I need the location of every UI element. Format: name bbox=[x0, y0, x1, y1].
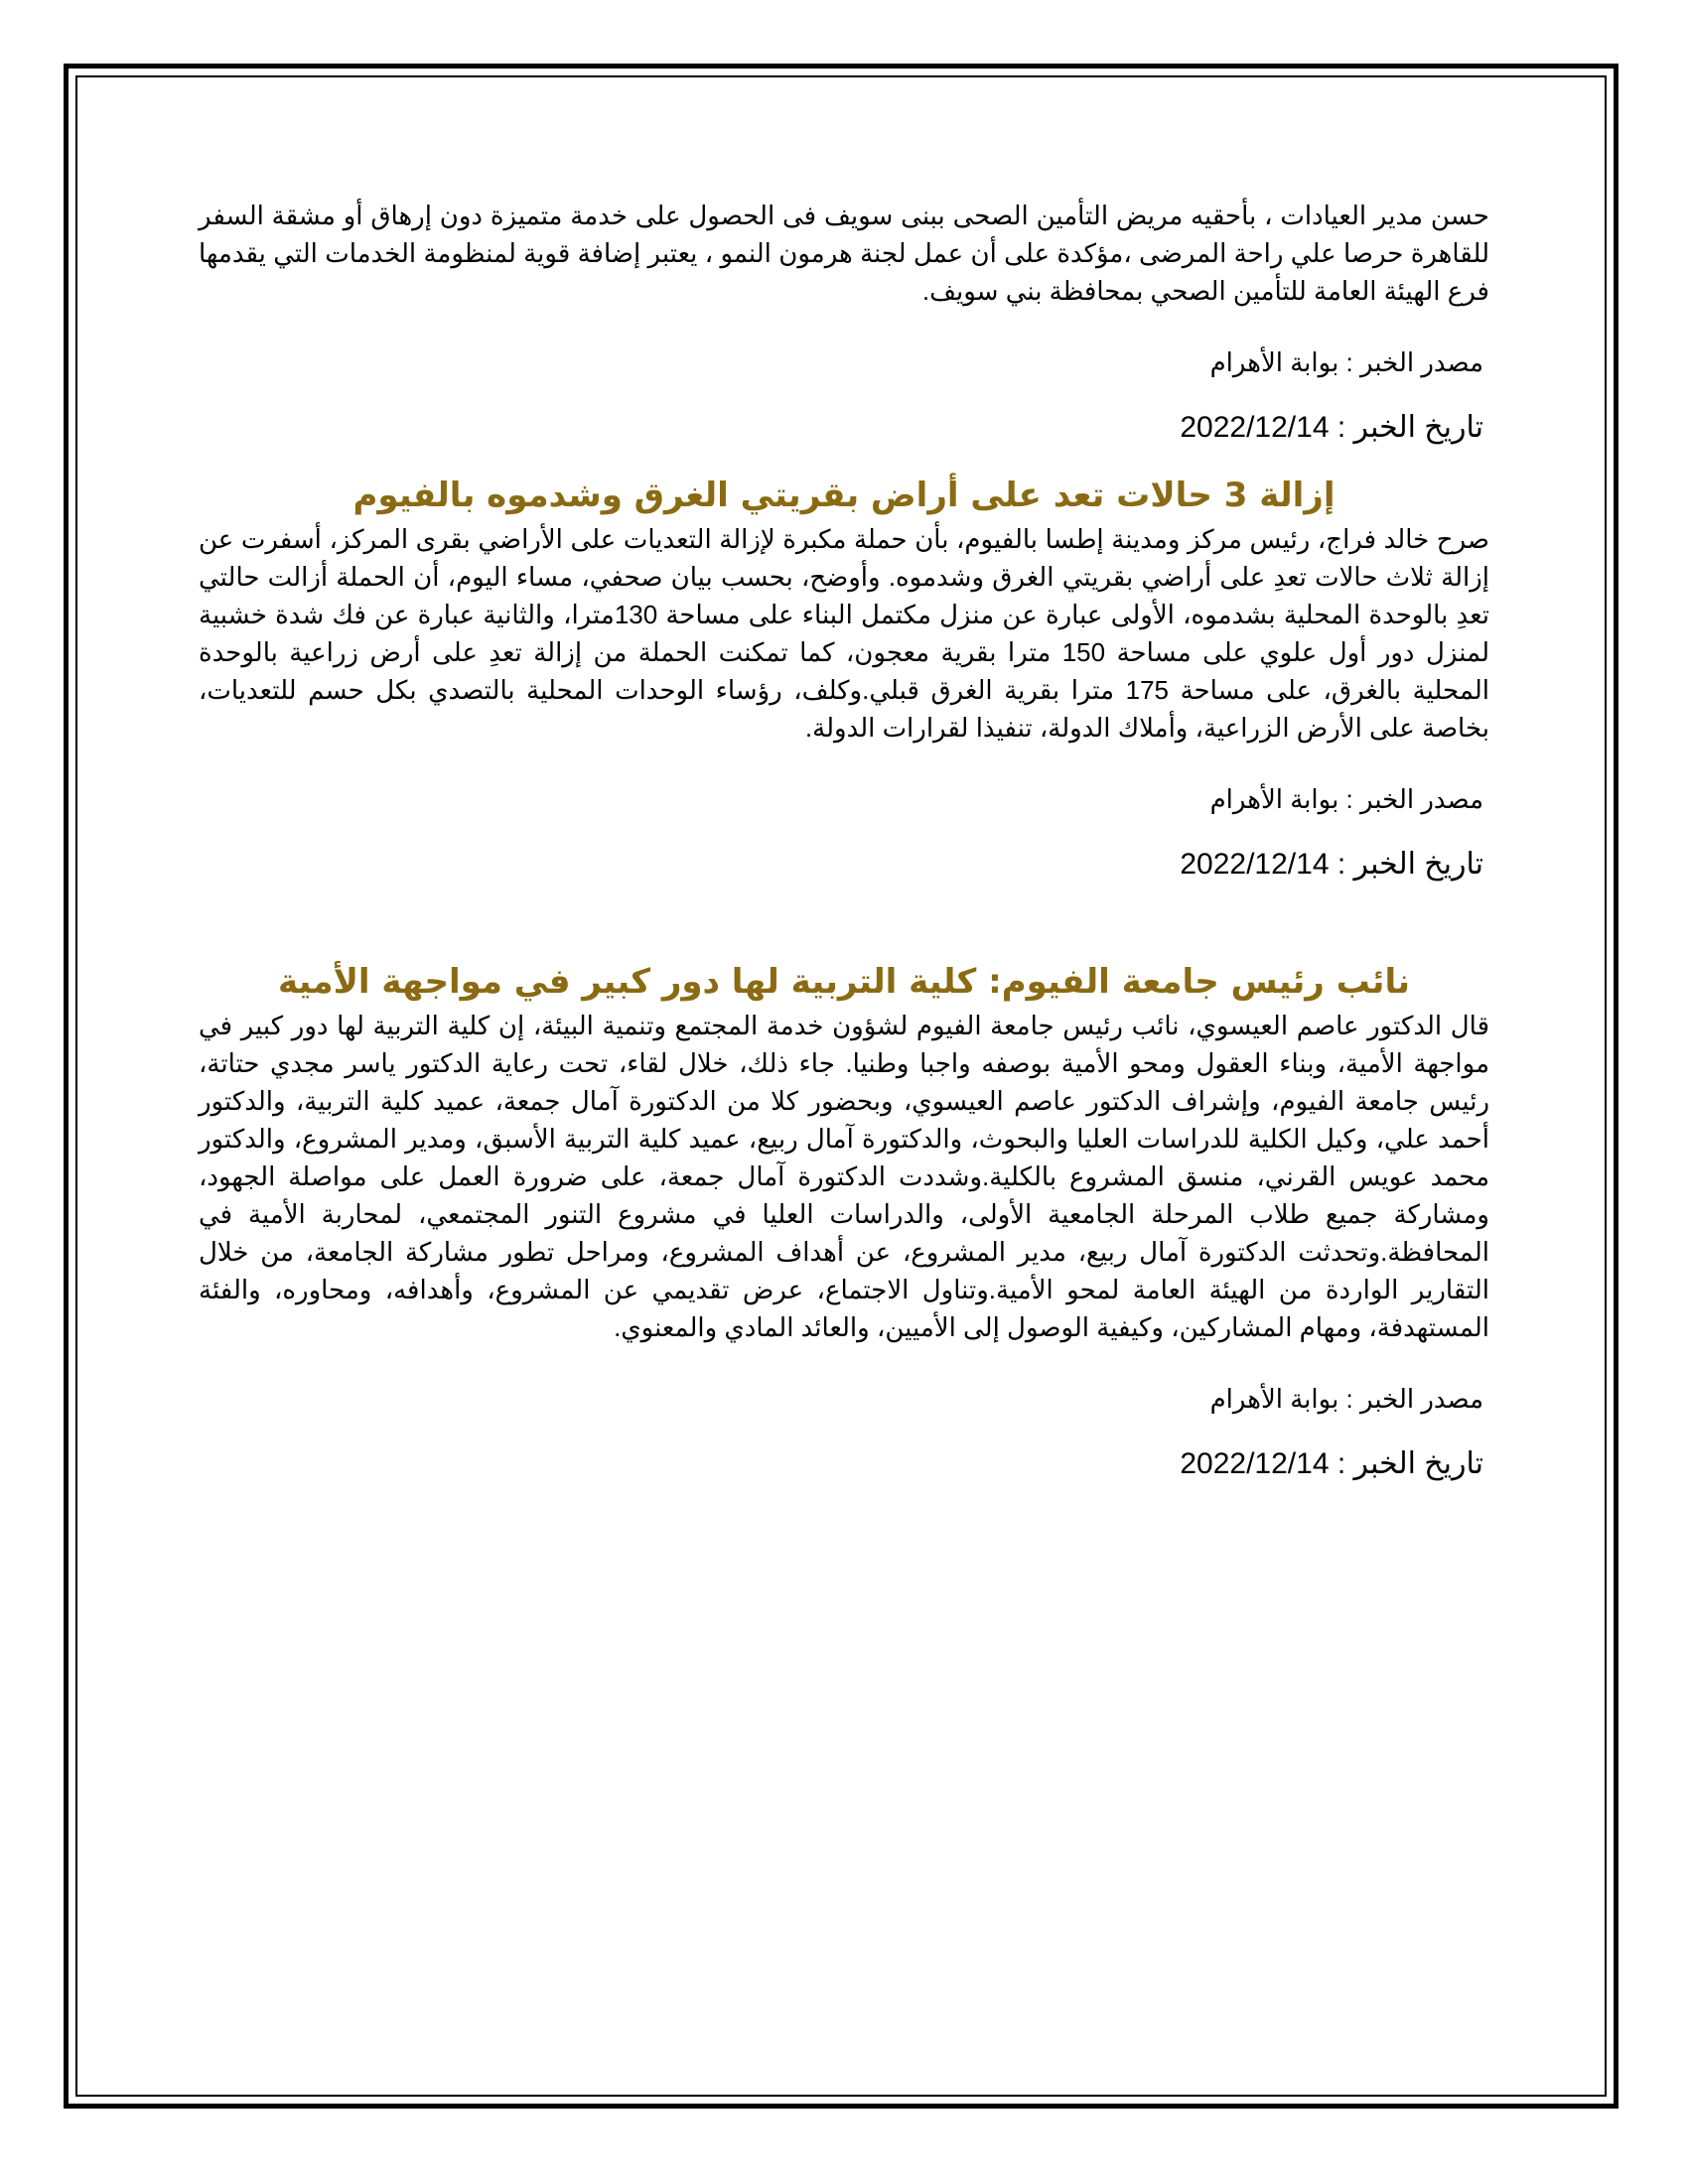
article-1-date: تاريخ الخبر : 2022/12/14 bbox=[1180, 411, 1483, 444]
article-3-headline: نائب رئيس جامعة الفيوم: كلية التربية لها دور كبير في مواجهة الأمية bbox=[278, 962, 1410, 1002]
article-1-body: حسن مدير العيادات ، بأحقيه مريض التأمين الصحى ببنى سويف فى الحصول على خدمة متميزة دون إرهاق أو مشقة السفر للقاهرة حرصا علي راحة المرضى ،مؤكدة على أن عمل لجنة هرمون النمو ، يعتبر إضافة قوية لمنظومة الخدمات التي يقدمها فرع الهيئة العامة للتأمين الصحي بمحافظة بني سويف. bbox=[199, 201, 1489, 306]
article-3-source: مصدر الخبر : بوابة الأهرام bbox=[1209, 1384, 1483, 1414]
document-content bbox=[199, 197, 1489, 1483]
article-2 bbox=[199, 471, 1489, 884]
article-2-headline: إزالة 3 حالات تعد على أراض بقريتي الغرق وشدموه بالفيوم bbox=[352, 476, 1336, 515]
article-1 bbox=[199, 197, 1489, 447]
article-2-date: تاريخ الخبر : 2022/12/14 bbox=[1180, 848, 1483, 881]
article-3 bbox=[199, 957, 1489, 1483]
article-2-body: صرح خالد فراج، رئيس مركز ومدينة إطسا بالفيوم، بأن حملة مكبرة لإزالة التعديات على الأراضي بقرى المركز، أسفرت عن إزالة ثلاث حالات تعدِ على أراضي بقريتي الغرق وشدموه. وأوضح، بحسب بيان صحفي، مساء اليوم، أن الحملة أزالت حالتي تعدِ بالوحدة المحلية بشدموه، الأولى عبارة عن منزل مكتمل البناء على مساحة 130مترا، والثانية عبارة عن فك شدة خشبية لمنزل دور أول علوي على مساحة 150 مترا بقرية معجون، كما تمكنت الحملة من إزالة تعدِ على أرض زراعية بالوحدة المحلية بالغرق، على مساحة 175 مترا بقرية الغرق قبلي.وكلف، رؤساء الوحدات المحلية بالتصدي بكل حسم للتعديات، بخاصة على الأرض الزراعية، وأملاك الدولة، تنفيذا لقرارات الدولة. bbox=[199, 524, 1489, 743]
article-3-date: تاريخ الخبر : 2022/12/14 bbox=[1180, 1447, 1483, 1480]
article-1-source: مصدر الخبر : بوابة الأهرام bbox=[1209, 347, 1483, 377]
article-3-body: قال الدكتور عاصم العيسوي، نائب رئيس جامعة الفيوم لشؤون خدمة المجتمع وتنمية البيئة، إن كلية التربية لها دور كبير في مواجهة الأمية، وبناء العقول ومحو الأمية بوصفه واجبا وطنيا. جاء ذلك، خلال لقاء، تحت رعاية الدكتور ياسر مجدي حتاتة، رئيس جامعة الفيوم، وإشراف الدكتور عاصم العيسوي، وبحضور كلا من الدكتورة آمال جمعة، عميد كلية التربية، والدكتور أحمد علي، وكيل الكلية للدراسات العليا والبحوث، والدكتورة آمال ربيع، عميد كلية التربية الأسبق، ومدير المشروع، والدكتور محمد عويس القرني، منسق المشروع بالكلية.وشددت الدكتورة آمال جمعة، على ضرورة العمل على مواصلة الجهود، ومشاركة جميع طلاب المرحلة الجامعية الأولى، والدراسات العليا في مشروع التنور المجتمعي، لمحاربة الأمية في المحافظة.وتحدثت الدكتورة آمال ربيع، مدير المشروع، عن أهداف المشروع، ومراحل تطور مشاركة الجامعة، من خلال التقارير الواردة من الهيئة العامة لمحو الأمية.وتناول الاجتماع، عرض تقديمي عن المشروع، وأهدافه، ومحاوره، والفئة المستهدفة، ومهام المشاركين، وكيفية الوصول إلى الأميين، والعائد المادي والمعنوي. bbox=[199, 1011, 1489, 1342]
article-2-source: مصدر الخبر : بوابة الأهرام bbox=[1209, 784, 1483, 814]
